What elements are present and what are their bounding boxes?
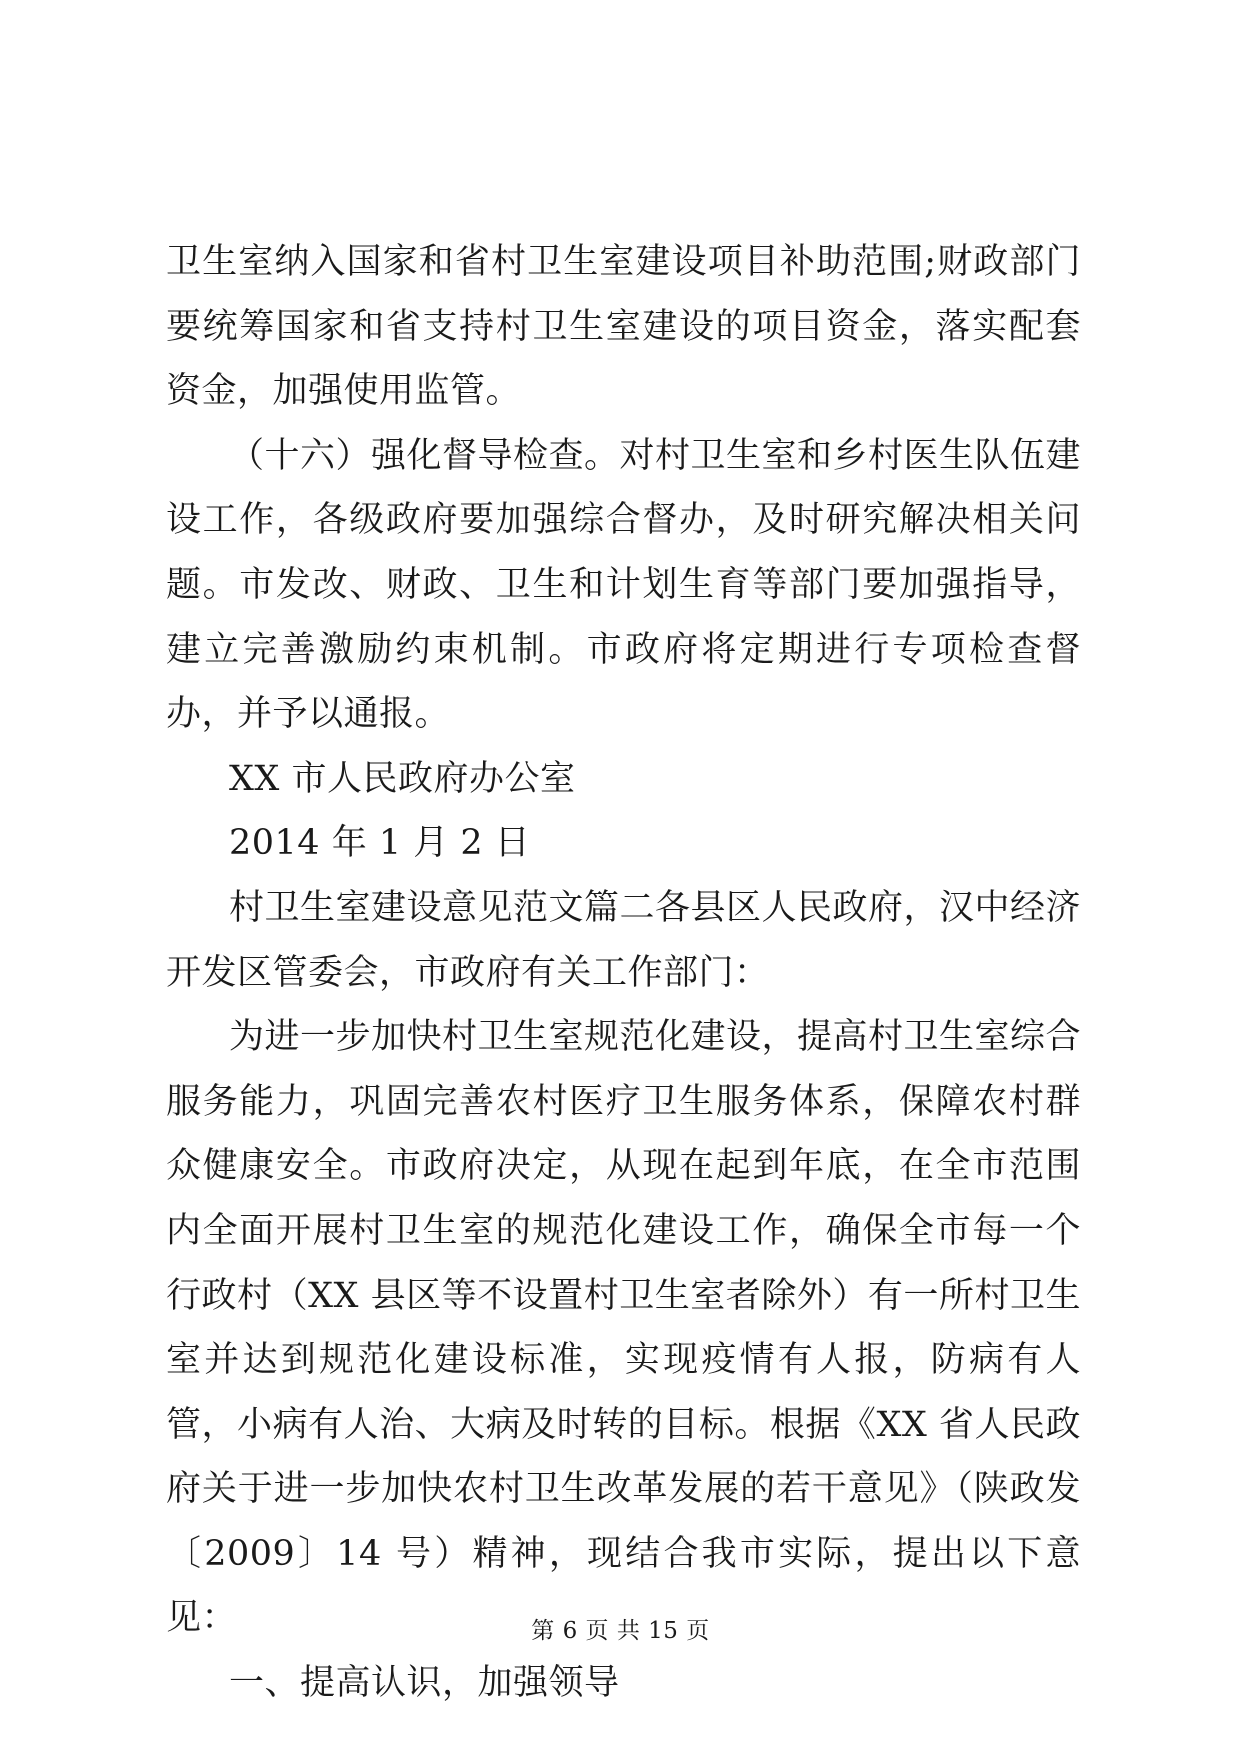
signature-office: XX 市人民政府办公室 xyxy=(229,758,576,799)
signature-date: 2014 年 1 月 2 日 xyxy=(229,823,531,864)
paragraph-addressees: 村卫生室建设意见范文篇二各县区人民政府，汉中经济开发区管委会，市政府有关工作部门： xyxy=(166,887,1082,993)
document-body xyxy=(166,230,1081,1716)
page-footer: 第 6 页 共 15 页 xyxy=(531,1618,710,1644)
paragraph-section-16: （十六）强化督导检查。对村卫生室和乡村医生队伍建设工作，各级政府要加强综合督办，及时研究解决相关问题。市发改、财政、卫生和计划生育等部门要加强指导，建立完善激励约束机制。市政府将定期进行专项检查督办，并予以通报。 xyxy=(166,435,1082,735)
section-heading-1: 一、提高认识，加强领导 xyxy=(229,1663,620,1704)
paragraph-intro: 为进一步加快村卫生室规范化建设，提高村卫生室综合服务能力，巩固完善农村医疗卫生服务体系，保障农村群众健康安全。市政府决定，从现在起到年底，在全市范围内全面开展村卫生室的规范化建设工作，确保全市每一个行政村（XX 县区等不设置村卫生室者除外）有一所村卫生室并达到规范化建设标准，实现疫情有人报，防病有人管，小病有人治、大病及时转的目标。根据《XX 省人民政府关于进一步加快农村卫生改革发展的若干意见》（陕政发〔2009〕14 号）精神，现结合我市实际，提出以下意见： xyxy=(166,1017,1082,1639)
paragraph-continuation: 卫生室纳入国家和省村卫生室建设项目补助范围;财政部门要统筹国家和省支持村卫生室建设的项目资金，落实配套资金，加强使用监管。 xyxy=(166,242,1081,412)
